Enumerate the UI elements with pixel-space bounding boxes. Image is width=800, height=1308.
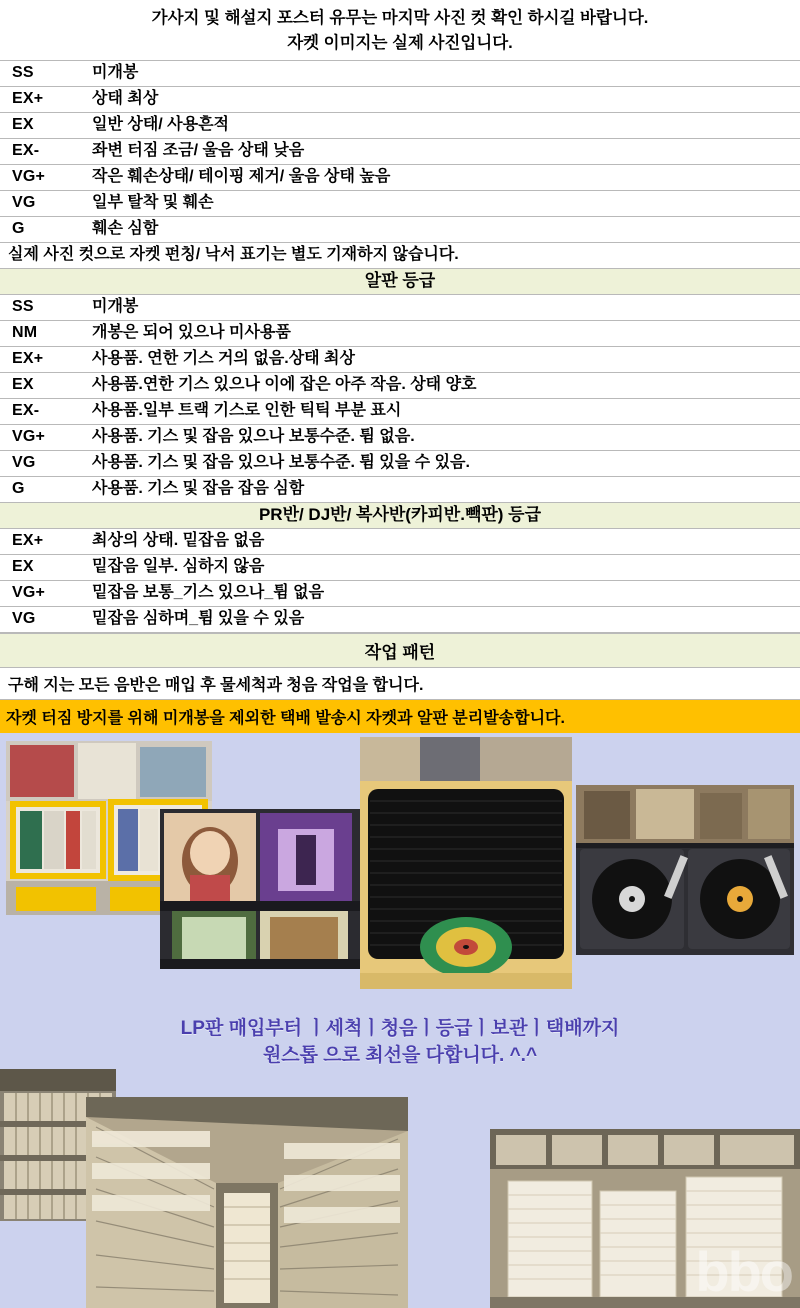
grade-desc: 일부 탈착 및 훼손 — [88, 190, 800, 216]
grade-desc: 사용품. 연한 기스 거의 없음.상태 최상 — [88, 346, 800, 372]
section-title: PR반/ DJ반/ 복사반(카피반.빽판) 등급 — [0, 502, 800, 528]
table-row — [0, 164, 800, 190]
tagline-line-1: LP판 매입부터 ㅣ세척ㅣ청음ㅣ등급ㅣ보관ㅣ택배까지 — [180, 1017, 620, 1039]
table-row — [0, 476, 800, 502]
photo-turntable-setup — [576, 785, 794, 955]
grade-code: G — [0, 476, 88, 502]
top-notice — [0, 0, 800, 60]
table-row — [0, 580, 800, 606]
table-row — [0, 138, 800, 164]
table-row — [0, 450, 800, 476]
grade-desc: 사용품.일부 트랙 기스로 인한 틱틱 부분 표시 — [88, 398, 800, 424]
section-title: 알판 등급 — [0, 268, 800, 294]
grade-code: EX+ — [0, 86, 88, 112]
grade-desc: 좌변 터짐 조금/ 울음 상태 낮음 — [88, 138, 800, 164]
grade-code: G — [0, 216, 88, 242]
table-row — [0, 398, 800, 424]
grade-desc: 최상의 상태. 밑잡음 없음 — [88, 528, 800, 554]
grade-code: EX — [0, 554, 88, 580]
grade-code: EX+ — [0, 528, 88, 554]
grade-code: VG+ — [0, 164, 88, 190]
photo-album-covers-stack — [160, 809, 360, 969]
grade-code: VG — [0, 606, 88, 632]
table-row — [0, 242, 800, 268]
collage-tagline — [0, 1015, 800, 1070]
table-row — [0, 294, 800, 320]
grade-code: VG — [0, 190, 88, 216]
grade-code: VG+ — [0, 424, 88, 450]
grade-code: NM — [0, 320, 88, 346]
photo-storage-aisle-center — [86, 1097, 408, 1308]
grade-code: EX- — [0, 398, 88, 424]
grade-code: VG+ — [0, 580, 88, 606]
work-pattern-line: 구해 지는 모든 음반은 매입 후 물세척과 청음 작업을 합니다. — [0, 668, 800, 700]
table-row — [0, 60, 800, 86]
jacket-grade-footnote: 실제 사진 컷으로 자켓 펀칭/ 낙서 표기는 별도 기재하지 않습니다. — [0, 242, 800, 268]
grade-code: SS — [0, 294, 88, 320]
notice-line-1: 가사지 및 해설지 포스터 유무는 마지막 사진 컷 확인 하시길 바랍니다. — [151, 9, 649, 27]
grade-desc: 사용품. 기스 및 잡음 있으나 보통수준. 튐 없음. — [88, 424, 800, 450]
table-row — [0, 606, 800, 632]
grade-desc: 개봉은 되어 있으나 미사용품 — [88, 320, 800, 346]
grade-desc: 밑잡음 심하며_튐 있을 수 있음 — [88, 606, 800, 632]
notice-line-2: 자켓 이미지는 실제 사진입니다. — [287, 33, 513, 52]
table-row — [0, 320, 800, 346]
table-row — [0, 528, 800, 554]
table-row — [0, 424, 800, 450]
tagline-line-2: 원스톱 으로 최선을 다합니다. ^.^ — [262, 1045, 538, 1067]
promo-grade-section-header — [0, 502, 800, 528]
grade-desc: 사용품. 기스 및 잡음 잡음 심함 — [88, 476, 800, 502]
grade-desc: 밑잡음 일부. 심하지 않음 — [88, 554, 800, 580]
table-row — [0, 216, 800, 242]
table-row — [0, 554, 800, 580]
grade-code: EX — [0, 112, 88, 138]
grade-desc: 사용품. 기스 및 잡음 있으나 보통수준. 튐 있을 수 있음. — [88, 450, 800, 476]
grade-desc: 일반 상태/ 사용흔적 — [88, 112, 800, 138]
grade-code: EX- — [0, 138, 88, 164]
work-pattern-header: 작업 패턴 — [0, 633, 800, 668]
watermark-text: bbo — [695, 1239, 792, 1303]
grade-code: SS — [0, 60, 88, 86]
photo-vinyl-discs-fanned — [360, 737, 572, 989]
grade-desc: 미개봉 — [88, 294, 800, 320]
grade-desc: 상태 최상 — [88, 86, 800, 112]
photo-collage — [0, 733, 800, 1308]
jacket-grade-table — [0, 60, 800, 633]
table-row — [0, 346, 800, 372]
table-row — [0, 86, 800, 112]
photo-boxed-records-right — [490, 1129, 800, 1308]
grade-desc: 훼손 심함 — [88, 216, 800, 242]
grade-desc: 사용품.연한 기스 있으나 이에 잡은 아주 작음. 상태 양호 — [88, 372, 800, 398]
grade-desc: 미개봉 — [88, 60, 800, 86]
grade-code: VG — [0, 450, 88, 476]
table-row — [0, 112, 800, 138]
table-row — [0, 190, 800, 216]
shipping-highlight-notice: 자켓 터짐 방지를 위해 미개봉을 제외한 택배 발송시 자켓과 알판 분리발송합니다. — [0, 700, 800, 733]
grade-code: EX — [0, 372, 88, 398]
grade-desc: 작은 훼손상태/ 테이핑 제거/ 울음 상태 높음 — [88, 164, 800, 190]
grade-desc: 밑잡음 보통_기스 있으나_튐 없음 — [88, 580, 800, 606]
grade-code: EX+ — [0, 346, 88, 372]
record-grade-section-header — [0, 268, 800, 294]
table-row — [0, 372, 800, 398]
